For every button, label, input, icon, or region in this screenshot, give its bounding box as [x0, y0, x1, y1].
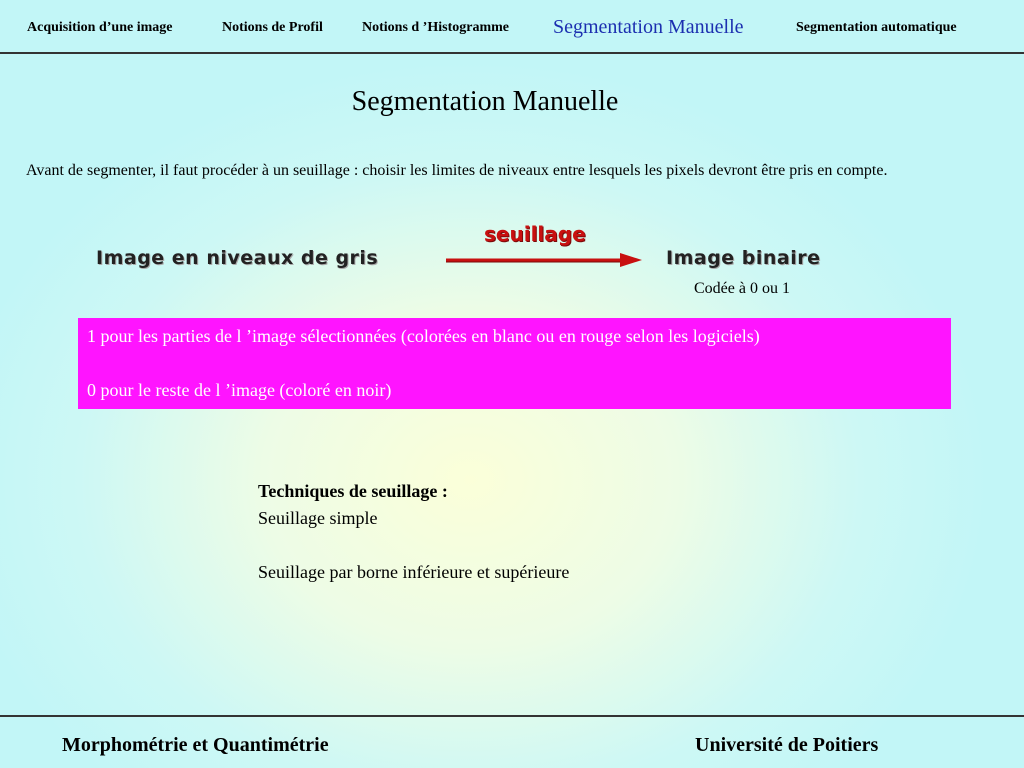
- nav-item-acquisition[interactable]: Acquisition d’une image: [27, 20, 173, 35]
- footer-university: Université de Poitiers: [695, 734, 879, 756]
- technique-bounds: Seuillage par borne inférieure et supérieure: [258, 562, 570, 582]
- techniques-list: [258, 478, 569, 586]
- grayscale-image-label: Image en niveaux de gris: [96, 247, 379, 269]
- techniques-heading: Techniques de seuillage :: [258, 481, 448, 501]
- page-title: Segmentation Manuelle: [351, 86, 619, 117]
- coding-line-zero: 0 pour le reste de l ’image (coloré en noir): [87, 380, 392, 400]
- intro-paragraph: Avant de segmenter, il faut procéder à un seuillage : choisir les limites de niveaux entre lesquels les pixels devront être pris en compte.: [26, 162, 888, 179]
- top-navigation: [0, 0, 1024, 54]
- nav-item-histogramme[interactable]: Notions d ’Histogramme: [362, 20, 509, 35]
- thresholding-label: seuillage: [484, 222, 586, 246]
- nav-item-segmentation-manuelle[interactable]: Segmentation Manuelle: [553, 16, 744, 38]
- footer-course-title: Morphométrie et Quantimétrie: [62, 734, 329, 756]
- nav-item-segmentation-automatique[interactable]: Segmentation automatique: [796, 20, 957, 35]
- footer-divider: [0, 715, 1024, 717]
- nav-item-profil[interactable]: Notions de Profil: [222, 20, 323, 35]
- technique-simple: Seuillage simple: [258, 508, 378, 528]
- binary-image-label: Image binaire: [666, 247, 821, 269]
- arrow-right-icon: [444, 251, 644, 269]
- code-note: Codée à 0 ou 1: [694, 280, 790, 297]
- binary-coding-box: [78, 318, 951, 409]
- coding-line-one: 1 pour les parties de l ’image sélectionnées (colorées en blanc ou en rouge selon les logiciels): [87, 326, 760, 346]
